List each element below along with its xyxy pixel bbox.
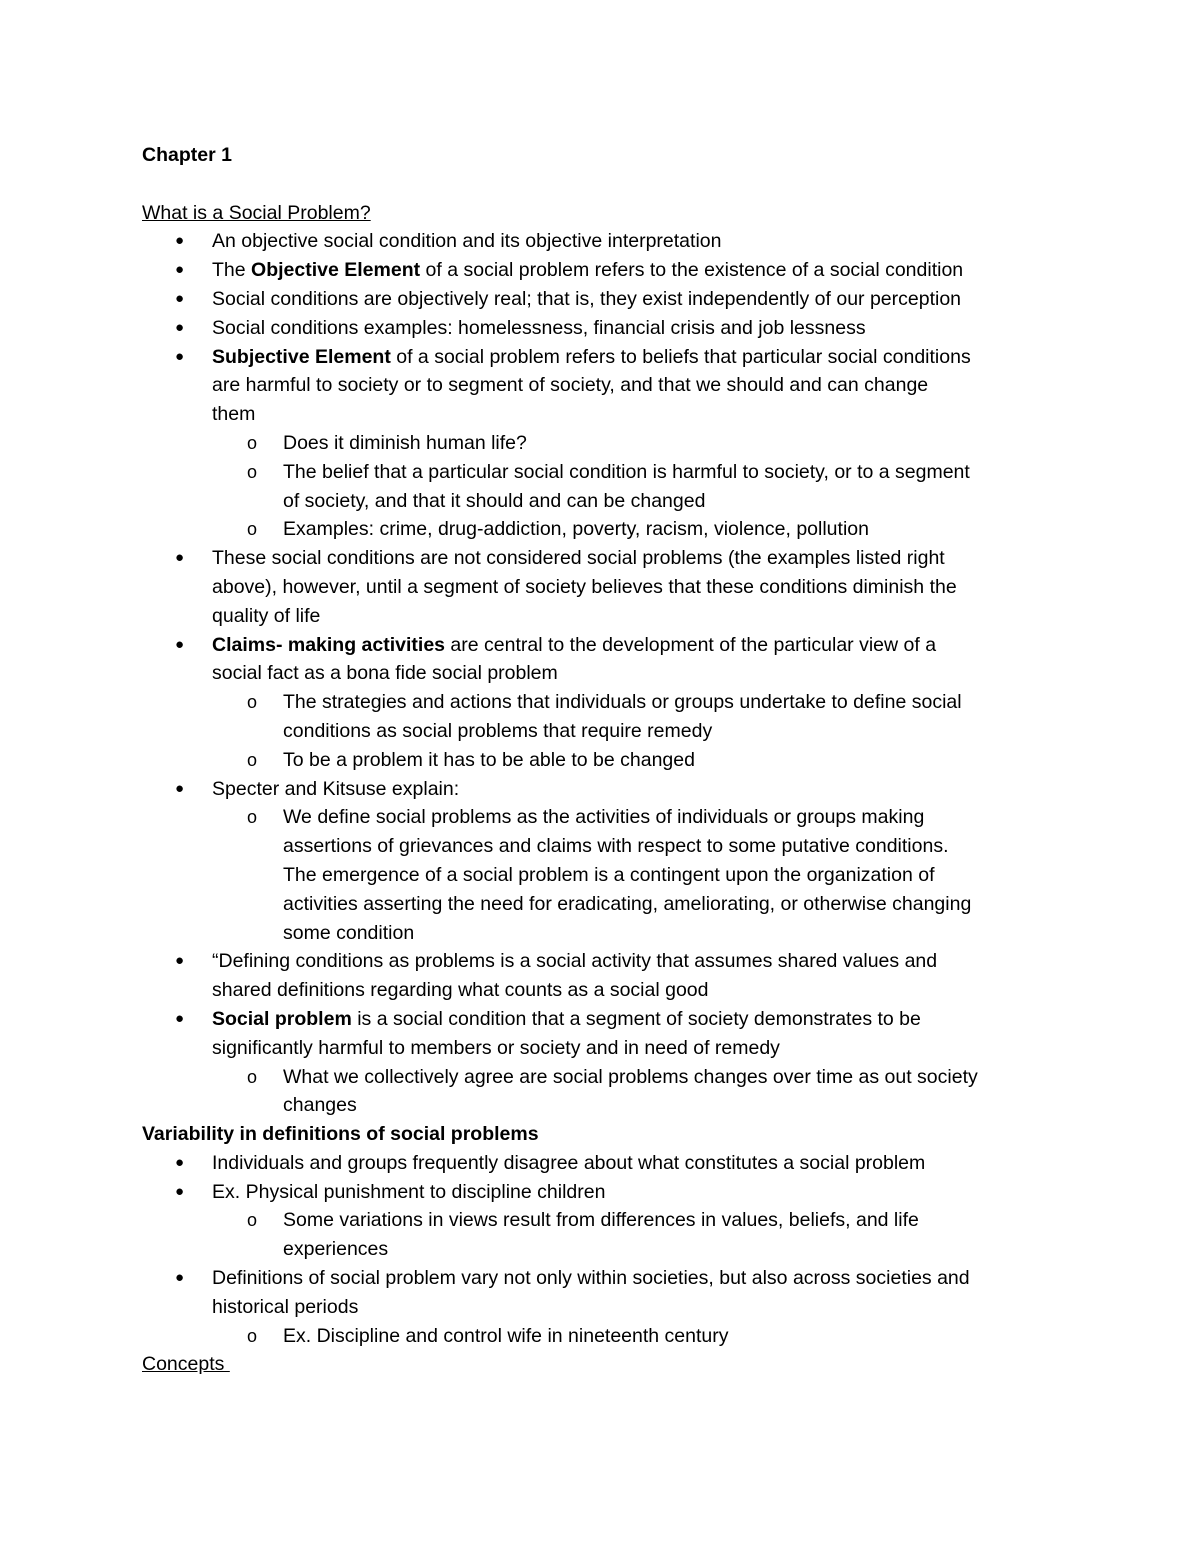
list-item: ● An objective social condition and its objective interpretation [142,227,1062,256]
bold-term: Objective Element [251,259,421,282]
list-item: ● Social problem is a social condition that a segment of society demonstrates to be significantly harmful to members or society and in need of remedy [142,1005,1062,1063]
bullet-icon: ● [175,549,185,567]
bullet-icon: ● [175,1009,185,1027]
circle-bullet-icon: o [247,692,258,713]
bullet-icon: ● [175,232,185,250]
circle-bullet-icon: o [247,1325,258,1346]
bullet-icon: ● [175,952,185,970]
sub-list-item: o We define social problems as the activities of individuals or groups making assertions of grievances and claims with respect to some putative conditions. The emergence of a social problem is a contingent upon the organization of activities asserting the need for eradicating, ameliorating, or otherwise changing some condition [142,803,1062,947]
sub-list-item: o What we collectively agree are social problems changes over time as out society changes [142,1063,1062,1121]
bullet-icon: ● [175,1182,185,1200]
bullet-icon: ● [175,635,185,653]
chapter-title: Chapter 1 [142,144,232,166]
bullet-icon: ● [175,779,185,797]
circle-bullet-icon: o [247,1210,258,1231]
bold-term: Claims- making activities [212,633,446,656]
sub-list-item: o Does it diminish human life? [142,429,1062,458]
list-item: ● Ex. Physical punishment to discipline children [142,1178,1062,1207]
list-item: ● These social conditions are not considered social problems (the examples listed right above), however, until a segment of society believes that these conditions diminish the quality of life [142,544,1062,630]
bullet-icon: ● [175,261,185,279]
circle-bullet-icon: o [247,807,258,828]
sub-list-item: o The belief that a particular social condition is harmful to society, or to a segment of society, and that it should and can be changed [142,458,1062,516]
section-heading-concepts: Concepts [142,1353,230,1376]
list-item: ● Claims- making activities are central to the development of the particular view of a social fact as a bona fide social problem [142,631,1062,689]
circle-bullet-icon: o [247,519,258,540]
bullet-icon: ● [175,347,185,365]
document-body [142,141,1062,1379]
circle-bullet-icon: o [247,461,258,482]
bullet-icon: ● [175,318,185,336]
circle-bullet-icon: o [247,749,258,770]
list-item: ● Specter and Kitsuse explain: [142,775,1062,804]
list-item: ● Subjective Element of a social problem refers to beliefs that particular social conditions are harmful to society or to segment of society, and that we should and can change them [142,343,1062,429]
sub-list-item: o Examples: crime, drug-addiction, poverty, racism, violence, pollution [142,515,1062,544]
section-heading-variability: Variability in definitions of social problems [142,1123,539,1146]
section2-list [142,1149,1062,1351]
bullet-icon: ● [175,289,185,307]
sub-list-item: o To be a problem it has to be able to be changed [142,746,1062,775]
list-item: ● Definitions of social problem vary not only within societies, but also across societies and historical periods [142,1264,1062,1322]
circle-bullet-icon: o [247,432,258,453]
bold-term: Subjective Element [212,345,391,368]
bold-term: Social problem [212,1007,352,1030]
sub-list-item: o Some variations in views result from differences in values, beliefs, and life experiences [142,1206,1062,1264]
list-item: ● Social conditions are objectively real; that is, they exist independently of our perception [142,285,1062,314]
sub-list-item: o The strategies and actions that individuals or groups undertake to define social conditions as social problems that require remedy [142,688,1062,746]
sub-list-item: o Ex. Discipline and control wife in nineteenth century [142,1322,1062,1351]
list-item: ● Individuals and groups frequently disagree about what constitutes a social problem [142,1149,1062,1178]
section-heading-what-is-social-problem: What is a Social Problem? [142,201,371,224]
list-item: ● Social conditions examples: homelessness, financial crisis and job lessness [142,314,1062,343]
bullet-icon: ● [175,1269,185,1287]
circle-bullet-icon: o [247,1066,258,1087]
section1-list [142,227,1062,1120]
list-item: ● “Defining conditions as problems is a social activity that assumes shared values and shared definitions regarding what counts as a social good [142,947,1062,1005]
bullet-icon: ● [175,1153,185,1171]
list-item: ● The Objective Element of a social problem refers to the existence of a social condition [142,256,1062,285]
